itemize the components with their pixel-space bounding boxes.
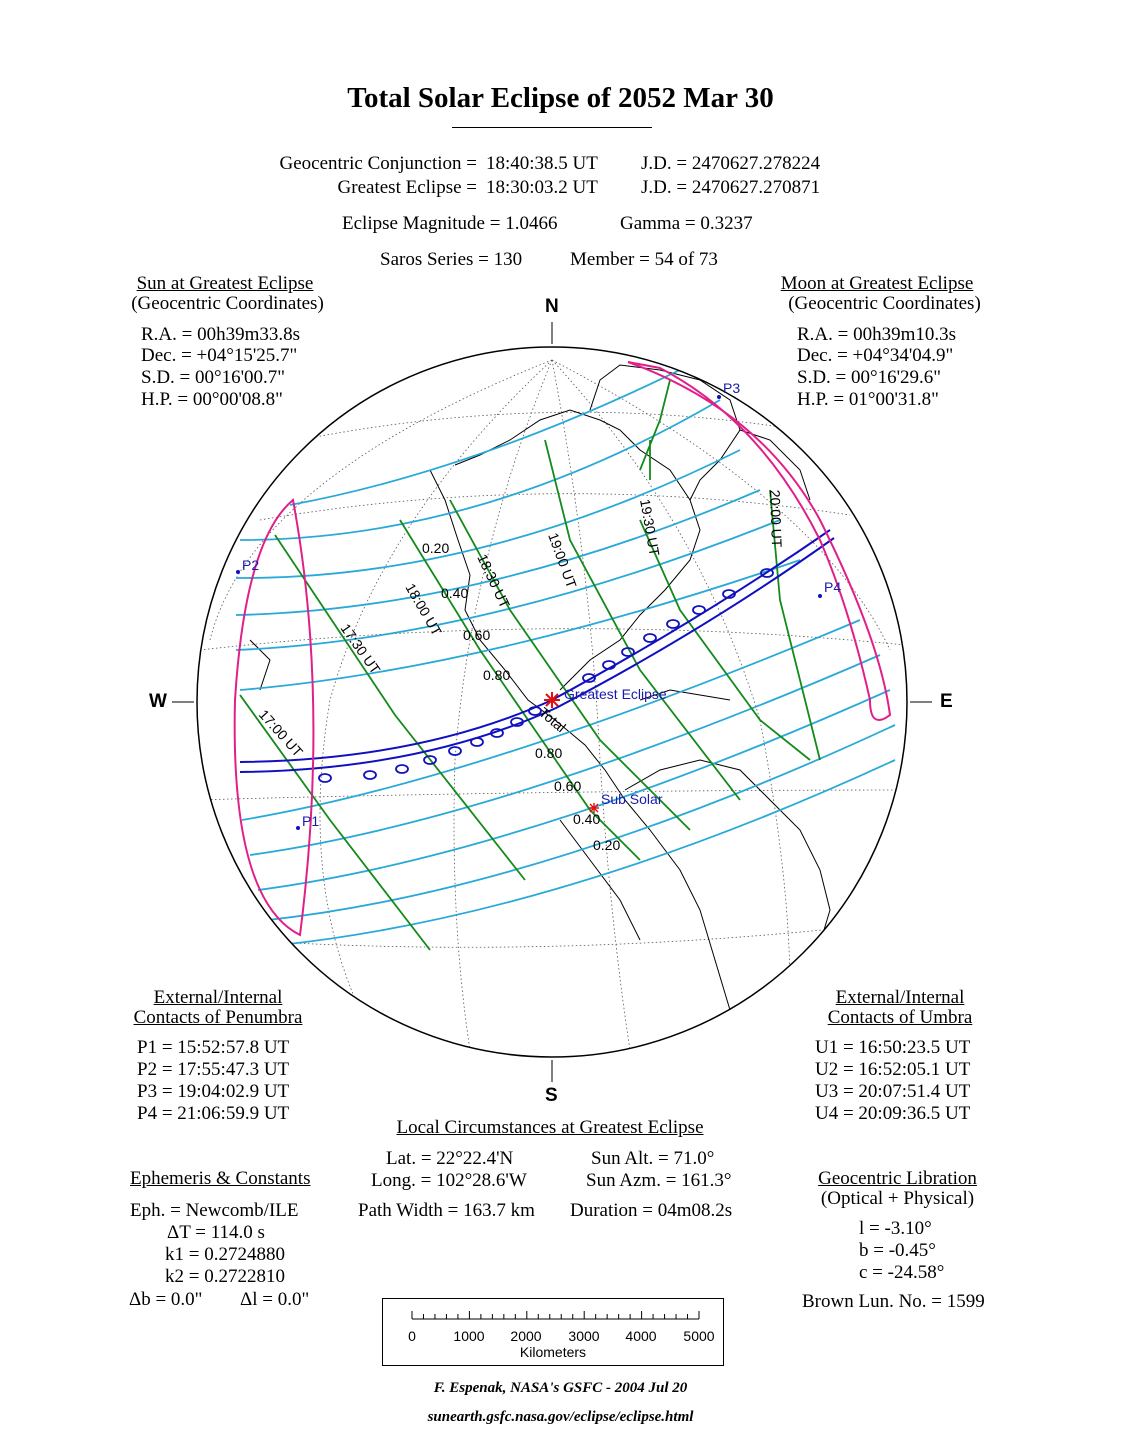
umbra-u2: U2 = 16:52:05.1 UT [815, 1059, 971, 1080]
umbra-u4: U4 = 20:09:36.5 UT [815, 1103, 971, 1124]
local-title: Local Circumstances at Greatest Eclipse [396, 1117, 704, 1138]
umbra-title-1: External/Internal [835, 987, 965, 1008]
penumbra-p2: P2 = 17:55:47.3 UT [137, 1059, 290, 1080]
p2-point [236, 570, 240, 574]
p1-label: P1 [302, 813, 320, 829]
eclipse-magnitude: Eclipse Magnitude = 1.0466 [342, 213, 558, 234]
credit-url: sunearth.gsfc.nasa.gov/eclipse/eclipse.html [427, 1409, 694, 1425]
libration-title: Geocentric Libration [818, 1168, 977, 1189]
p3-point [717, 395, 721, 399]
moon-sd: S.D. = 00°16'29.6" [797, 367, 942, 388]
time-label-2000: 20:00 UT [767, 489, 786, 548]
time-lines [240, 380, 820, 950]
scale-bar [382, 1298, 724, 1366]
ephemeris-k1: k1 = 0.2724880 [165, 1244, 285, 1265]
compass-west: W [149, 691, 167, 712]
scale-tick-3000: 3000 [568, 1328, 600, 1344]
conjunction-jd: J.D. = 2470627.278224 [641, 153, 821, 174]
page-title: Total Solar Eclipse of 2052 Mar 30 [347, 82, 774, 114]
umbra-u3: U3 = 20:07:51.4 UT [815, 1081, 971, 1102]
greatest-jd: J.D. = 2470627.270871 [641, 177, 821, 198]
moon-subtitle: (Geocentric Coordinates) [788, 293, 981, 314]
moon-hp: H.P. = 01°00'31.8" [797, 389, 939, 410]
eclipse-gamma: Gamma = 0.3237 [620, 213, 753, 234]
saros-series: Saros Series = 130 [380, 249, 523, 270]
time-label-1700: 17:00 UT [255, 706, 307, 760]
saros-member: Member = 54 of 73 [570, 249, 718, 270]
local-duration: Duration = 04m08.2s [570, 1200, 733, 1221]
local-sun-alt: Sun Alt. = 71.0° [591, 1148, 715, 1169]
scale-tick-0: 0 [408, 1328, 416, 1344]
scale-minor-ticks [412, 1311, 699, 1319]
ephemeris-delta-l: Δl = 0.0" [240, 1289, 310, 1310]
compass-north: N [545, 296, 559, 317]
total-label: Total [536, 704, 570, 736]
penumbra-title-1: External/Internal [153, 987, 283, 1008]
umbra-title-2: Contacts of Umbra [827, 1007, 973, 1028]
mag-label-020-north: 0.20 [422, 540, 450, 556]
brown-lunation: Brown Lun. No. = 1599 [802, 1291, 985, 1312]
sun-subtitle: (Geocentric Coordinates) [131, 293, 324, 314]
ephemeris-eph: Eph. = Newcomb/ILE [130, 1200, 299, 1221]
time-label-1730: 17:30 UT [337, 620, 384, 677]
mag-label-040-south: 0.40 [573, 811, 601, 827]
mag-label-040-north: 0.40 [441, 585, 469, 601]
p4-label: P4 [824, 579, 842, 595]
umbra-u1: U1 = 16:50:23.5 UT [815, 1037, 971, 1058]
compass-east: E [940, 691, 953, 712]
p1-point [296, 826, 300, 830]
libration-l: l = -3.10° [859, 1218, 932, 1239]
scale-tick-5000: 5000 [683, 1328, 715, 1344]
ephemeris-delta-t: ΔT = 114.0 s [167, 1222, 265, 1243]
magnitude-curves [236, 360, 895, 945]
local-sun-azm: Sun Azm. = 161.3° [586, 1170, 732, 1191]
mag-label-080-north: 0.80 [483, 667, 511, 683]
greatest-label: Greatest Eclipse = [337, 177, 477, 198]
time-label-1930: 19:30 UT [637, 497, 663, 558]
p2-label: P2 [242, 557, 260, 573]
coastlines [250, 365, 830, 1040]
local-long: Long. = 102°28.6'W [371, 1170, 527, 1191]
scale-tick-1000: 1000 [453, 1328, 485, 1344]
central-path [240, 530, 834, 772]
sun-dec: Dec. = +04°15'25.7" [141, 345, 298, 366]
credit-author: F. Espenak, NASA's GSFC - 2004 Jul 20 [433, 1380, 688, 1396]
mag-label-060-north: 0.60 [463, 627, 491, 643]
penumbra-p3: P3 = 19:04:02.9 UT [137, 1081, 290, 1102]
p3-label: P3 [723, 380, 741, 396]
ephemeris-title: Ephemeris & Constants [130, 1168, 311, 1189]
moon-dec: Dec. = +04°34'04.9" [797, 345, 954, 366]
ephemeris-k2: k2 = 0.2722810 [165, 1266, 285, 1287]
local-path-width: Path Width = 163.7 km [358, 1200, 535, 1221]
sub-solar-label: Sub Solar [601, 791, 663, 807]
penumbra-title-2: Contacts of Penumbra [133, 1007, 303, 1028]
greatest-time: 18:30:03.2 UT [486, 177, 598, 198]
ephemeris-delta-b: Δb = 0.0" [129, 1289, 203, 1310]
libration-subtitle: (Optical + Physical) [820, 1188, 975, 1209]
scale-bar-graphic [383, 1299, 723, 1365]
scale-tick-2000: 2000 [510, 1328, 542, 1344]
mag-label-080-south: 0.80 [535, 745, 563, 761]
sun-title: Sun at Greatest Eclipse [136, 273, 314, 294]
penumbra-p4: P4 = 21:06:59.9 UT [137, 1103, 290, 1124]
libration-c: c = -24.58° [859, 1262, 945, 1283]
sun-ra: R.A. = 00h39m33.8s [141, 324, 301, 345]
greatest-eclipse-label: Greatest Eclipse [564, 686, 667, 702]
sun-hp: H.P. = 00°00'08.8" [141, 389, 283, 410]
penumbra-p1: P1 = 15:52:57.8 UT [137, 1037, 290, 1058]
conjunction-label: Geocentric Conjunction = [279, 153, 477, 174]
moon-ra: R.A. = 00h39m10.3s [797, 324, 957, 345]
scale-tick-4000: 4000 [625, 1328, 657, 1344]
time-label-1830: 18:30 UT [474, 551, 514, 611]
sun-sd: S.D. = 00°16'00.7" [141, 367, 286, 388]
local-lat: Lat. = 22°22.4'N [386, 1148, 514, 1169]
scale-unit: Kilometers [519, 1344, 587, 1360]
mag-label-060-south: 0.60 [554, 778, 582, 794]
time-label-1900: 19:00 UT [545, 530, 580, 591]
mag-label-020-south: 0.20 [593, 837, 621, 853]
libration-b: b = -0.45° [859, 1240, 936, 1261]
p4-point [818, 594, 822, 598]
compass-south: S [545, 1085, 558, 1106]
time-label-1800: 18:00 UT [402, 580, 446, 639]
conjunction-time: 18:40:38.5 UT [486, 153, 598, 174]
moon-title: Moon at Greatest Eclipse [780, 273, 974, 294]
